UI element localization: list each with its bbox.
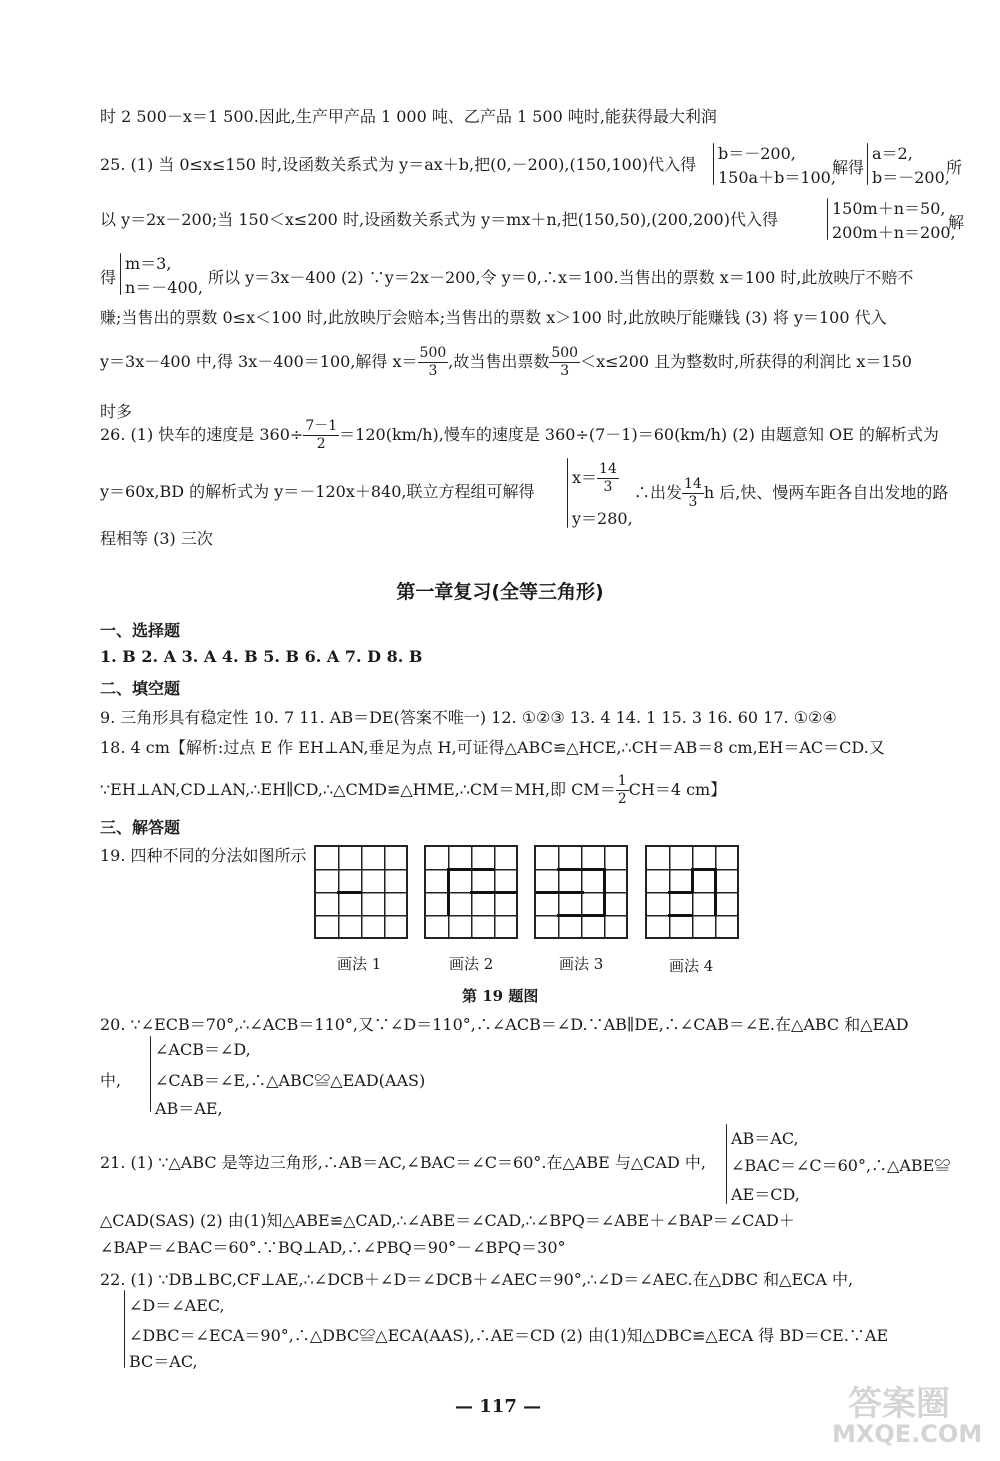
text: ＝120(km/h),慢车的速度是 360÷(7－1)＝60(km/h) (2) 由题意知 OE 的解析式为 [339,425,939,444]
q18-line-2 [100,773,726,808]
numerator: 500 [551,345,579,361]
grid-figure-2 [424,845,518,939]
brace [120,253,121,295]
numerator: 500 [419,345,447,361]
system-row: b＝－200, [872,168,950,187]
brace [867,143,868,185]
q21-line-3: ∠BAP＝∠BAC＝60°.∵BQ⊥AD,∴∠PBQ＝90°－∠BPQ＝30° [100,1238,566,1257]
figure-caption: 画法 4 [669,957,714,975]
cut-line [557,868,605,871]
brace [726,1124,727,1204]
fraction [682,476,704,511]
text: h 后,快、慢两车距各自出发地的路 [703,483,949,502]
text: y＝3x－400 中,得 3x－400＝100,解得 x＝ [100,352,418,371]
text: 所 [946,158,963,177]
page-number: — 117 — [455,1396,542,1417]
q26-line-2: y＝60x,BD 的解析式为 y＝－120x＋840,联立方程组可解得 [100,482,535,501]
fraction [303,418,339,453]
text: ∵EH⊥AN,CD⊥AN,∴EH∥CD,∴△CMD≌△HME,∴CM＝MH,即 CM＝ [100,780,616,799]
brace [150,1036,151,1112]
q25-line-6: 时多 [100,402,133,421]
q19-text: 19. 四种不同的分法如图所示 [100,846,307,865]
cut-line [668,914,693,917]
brace [124,1290,125,1368]
section-heading: 三、解答题 [100,818,181,837]
denominator: 2 [316,436,326,452]
fraction [616,773,629,808]
system-row: ∠DBC＝∠ECA＝90°,∴△DBC≌△ECA(AAS),∴AE＝CD (2) 由(1)知△DBC≌△ECA 得 BD＝CE.∵AE [129,1326,889,1345]
system-row: ∠CAB＝∠E,∴△ABC≌△EAD(AAS) [155,1071,426,1090]
chapter-title: 第一章复习(全等三角形) [396,581,604,603]
fraction [549,345,580,380]
text: ,故当售出票数 [448,352,550,371]
grid-figure-3 [534,845,628,939]
system-row: m＝3, [125,254,172,273]
denominator: 3 [603,479,613,495]
text: ＜x≤200 且为整数时,所获得的利润比 x＝150 [580,352,912,371]
section-heading: 一、选择题 [100,621,181,640]
figure-caption: 画法 3 [559,955,604,973]
cut-line [557,914,605,917]
system-row: b＝－200, [718,144,796,163]
cut-line [603,868,606,916]
section-heading: 二、填空题 [100,679,181,698]
q25-line-5 [100,345,912,380]
cut-line [691,868,694,893]
system-row: ∠D＝∠AEC, [129,1296,225,1315]
brace [567,458,568,528]
q20-line-1: 20. ∵∠ECB＝70°,∴∠ACB＝110°,又∵∠D＝110°,∴∠ACB＝∠D.∵AB∥DE,∴∠CAB＝∠E.在△ABC 和△EAD [100,1015,909,1034]
cut-line [691,868,716,871]
figure-title: 第 19 题图 [462,987,539,1005]
system-row: n＝－400, [125,278,203,297]
q25-line-1: 25. (1) 当 0≤x≤150 时,设函数关系式为 y＝ax＋b,把(0,－200),(150,100)代入得 [100,155,697,174]
text: ∴出发 [634,483,683,502]
system-row: ∠BAC＝∠C＝60°,∴△ABE≌ [731,1156,951,1175]
fraction [597,461,619,496]
system-row: 150a＋b＝100, [718,168,836,187]
figure-caption: 画法 1 [337,955,382,973]
figure-caption: 画法 2 [449,955,494,973]
answer-line: 时 2 500－x＝1 500.因此,生产甲产品 1 000 吨、乙产品 1 500 吨时,能获得最大利润 [100,107,717,126]
q22-line-1: 22. (1) ∵DB⊥BC,CF⊥AE,∴∠DCB＋∠D＝∠DCB＋∠AEC＝90°,∴∠D＝∠AEC.在△DBC 和△ECA 中, [100,1270,854,1289]
watermark-logo: 答案圈 [848,1384,950,1424]
numerator: 7－1 [305,418,338,434]
text: x＝ [572,468,598,487]
numerator: 14 [684,476,702,492]
system-row [572,461,619,496]
q18-line-1: 18. 4 cm【解析:过点 E 作 EH⊥AN,垂足为点 H,可证得△ABC≌△HCE,∴CH＝AB＝8 cm,EH＝AC＝CD.又 [100,738,885,757]
cut-line [447,868,495,871]
q21-line-1: 21. (1) ∵△ABC 是等边三角形,∴AB＝AC,∠BAC＝∠C＝60°.在△ABE 与△CAD 中, [100,1153,706,1172]
grid-figure-1 [314,845,408,939]
system-row: ∠ACB＝∠D, [155,1040,251,1059]
numerator: 1 [617,773,627,789]
denominator: 3 [428,363,438,379]
denominator: 3 [560,363,570,379]
denominator: 2 [617,791,627,807]
cut-line [536,891,584,894]
text: CH＝4 cm】 [628,780,727,799]
cut-line [337,891,362,894]
cut-line [668,891,693,894]
q25-line-2: 以 y＝2x－200;当 150＜x≤200 时,设函数关系式为 y＝mx＋n,把(150,50),(200,200)代入得 [100,210,778,229]
system-row: AE＝CD, [731,1185,800,1204]
fraction [418,345,449,380]
grid-figure-4 [645,845,739,939]
fill-answers: 9. 三角形具有稳定性 10. 7 11. AB＝DE(答案不唯一) 12. ①②③ 13. 4 14. 1 15. 3 16. 60 17. ①②④ [100,708,837,727]
denominator: 3 [688,494,698,510]
system-row: a＝2, [872,144,913,163]
q25-line-4: 赚;当售出的票数 0≤x＜100 时,此放映厅会赔本;当售出的票数 x＞100 时,此放映厅能赚钱 (3) 将 y＝100 代入 [100,308,887,327]
system-row: AB＝AC, [731,1129,799,1148]
text [634,476,948,511]
text: 解 [948,213,965,232]
system-row: 200m＋n＝200, [832,223,956,242]
text: 26. (1) 快车的速度是 360÷ [100,425,304,444]
q21-line-2: △CAD(SAS) (2) 由(1)知△ABE≌△CAD,∴∠ABE＝∠CAD,∴∠BPQ＝∠ABE＋∠BAP＝∠CAD＋ [100,1211,795,1230]
system-row: AB＝AE, [155,1099,223,1118]
system-row: y＝280, [572,509,633,528]
system-row: 150m＋n＝50, [832,199,946,218]
numerator: 14 [599,461,617,477]
brace [713,143,714,185]
cut-line [447,868,450,916]
brace [827,198,828,240]
q26-line-1 [100,418,939,453]
system-row: BC＝AC, [129,1352,198,1371]
text: 解得 [832,158,865,177]
cut-line [470,891,518,894]
choice-answers: 1. B 2. A 3. A 4. B 5. B 6. A 7. D 8. B [100,647,423,666]
cut-line [714,868,717,916]
text: 得 [100,268,117,287]
q25-line-3: 所以 y＝3x－400 (2) ∵y＝2x－200,令 y＝0,∴x＝100.当售出的票数 x＝100 时,此放映厅不赔不 [208,268,914,287]
watermark-site: MXQE.COM [832,1420,983,1448]
text: 中, [100,1071,122,1090]
q26-line-3: 程相等 (3) 三次 [100,529,213,548]
